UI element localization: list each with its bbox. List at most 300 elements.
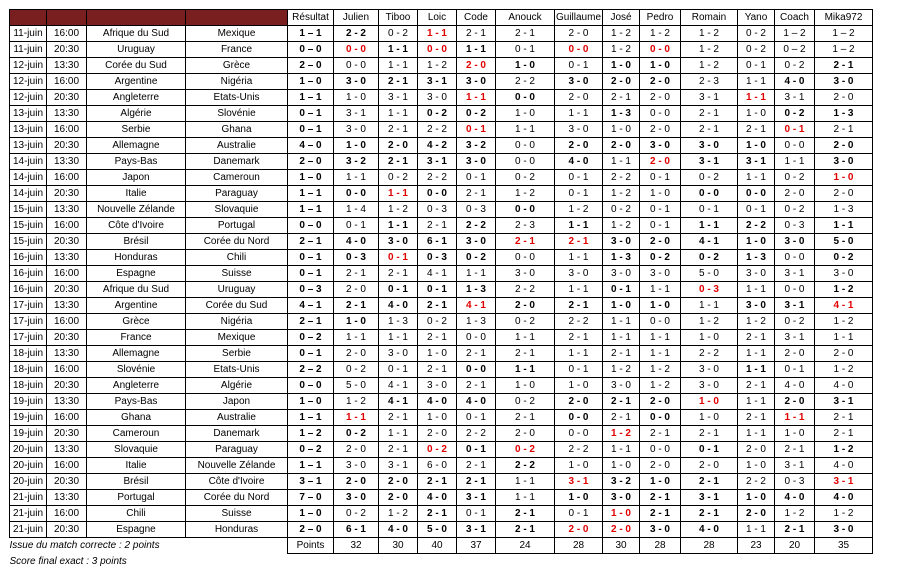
prediction-cell: 1 - 0 <box>640 298 681 314</box>
prediction-cell: 1 - 1 <box>603 154 640 170</box>
header-time-cell <box>47 10 87 26</box>
prediction-cell: 4 - 0 <box>418 490 457 506</box>
prediction-cell: 3 - 1 <box>775 330 815 346</box>
header-player-name: Tiboo <box>379 10 418 26</box>
home-team: Chili <box>87 506 186 522</box>
prediction-cell: 3 - 0 <box>457 74 496 90</box>
prediction-cell: 2 - 0 <box>775 186 815 202</box>
prediction-cell: 1 - 1 <box>334 410 379 426</box>
prediction-cell: 0 - 1 <box>640 218 681 234</box>
prediction-cell: 3 - 1 <box>775 90 815 106</box>
prediction-cell: 0 - 0 <box>775 282 815 298</box>
prediction-cell: 0 - 1 <box>775 122 815 138</box>
prediction-cell: 0 - 1 <box>379 282 418 298</box>
prediction-cell: 2 - 0 <box>738 506 775 522</box>
prediction-cell: 1 - 3 <box>457 314 496 330</box>
match-result: 0 – 2 <box>288 442 334 458</box>
prediction-cell: 1 - 2 <box>379 506 418 522</box>
prediction-cell: 0 - 2 <box>640 250 681 266</box>
prediction-cell: 1 - 0 <box>334 138 379 154</box>
prediction-cell: 3 - 1 <box>815 474 873 490</box>
prediction-cell: 4 - 0 <box>555 154 603 170</box>
prediction-cell: 0 - 1 <box>640 202 681 218</box>
match-row <box>10 74 873 90</box>
prediction-cell: 2 - 0 <box>555 522 603 538</box>
match-time: 16:00 <box>47 122 87 138</box>
prediction-cell: 4 - 0 <box>815 378 873 394</box>
match-row <box>10 42 873 58</box>
home-team: Italie <box>87 186 186 202</box>
prediction-cell: 2 - 1 <box>334 298 379 314</box>
prediction-cell: 3 - 0 <box>815 74 873 90</box>
prediction-cell: 1 - 2 <box>815 314 873 330</box>
prediction-cell: 1 - 1 <box>555 218 603 234</box>
prediction-cell: 1 - 1 <box>496 330 555 346</box>
match-result: 1 – 1 <box>288 90 334 106</box>
header-player-name: José <box>603 10 640 26</box>
match-time: 20:30 <box>47 90 87 106</box>
away-team: Paraguay <box>186 186 288 202</box>
prediction-cell: 0 - 2 <box>738 42 775 58</box>
prediction-cell: 0 - 0 <box>496 154 555 170</box>
prediction-cell: 0 - 3 <box>457 202 496 218</box>
prediction-cell: 1 - 1 <box>555 346 603 362</box>
prediction-cell: 1 - 1 <box>738 362 775 378</box>
away-team: Serbie <box>186 346 288 362</box>
prediction-cell: 1 - 2 <box>681 58 738 74</box>
prediction-cell: 0 - 0 <box>640 106 681 122</box>
match-date: 20-juin <box>10 458 47 474</box>
prediction-cell: 3 - 1 <box>775 298 815 314</box>
prediction-cell: 3 - 0 <box>334 490 379 506</box>
prediction-cell: 2 - 0 <box>815 138 873 154</box>
prediction-cell: 2 - 2 <box>555 442 603 458</box>
prediction-cell: 1 - 1 <box>496 490 555 506</box>
prediction-cell: 2 - 0 <box>496 426 555 442</box>
prediction-cell: 3 - 0 <box>418 378 457 394</box>
prediction-cell: 3 - 0 <box>457 234 496 250</box>
prediction-cell: 2 - 1 <box>738 330 775 346</box>
prediction-cell: 1 - 0 <box>738 106 775 122</box>
prediction-cell: 2 - 1 <box>418 506 457 522</box>
match-result: 1 – 0 <box>288 74 334 90</box>
prediction-cell: 4 - 0 <box>418 394 457 410</box>
prediction-cell: 0 - 2 <box>815 250 873 266</box>
match-row <box>10 138 873 154</box>
player-points: 28 <box>640 538 681 554</box>
home-team: Argentine <box>87 298 186 314</box>
prediction-cell: 3 - 0 <box>815 154 873 170</box>
away-team: Nigéria <box>186 314 288 330</box>
match-date: 16-juin <box>10 266 47 282</box>
prediction-cell: 1 - 2 <box>775 506 815 522</box>
prediction-cell: 0 - 3 <box>775 474 815 490</box>
match-time: 20:30 <box>47 378 87 394</box>
header-player-name: Mika972 <box>815 10 873 26</box>
away-team: Slovaquie <box>186 202 288 218</box>
prediction-cell: 4 - 1 <box>379 394 418 410</box>
prediction-cell: 2 - 1 <box>496 346 555 362</box>
prediction-cell: 2 - 2 <box>418 122 457 138</box>
match-row <box>10 26 873 42</box>
match-date: 16-juin <box>10 250 47 266</box>
match-time: 13:30 <box>47 442 87 458</box>
points-label: Points <box>288 538 334 554</box>
match-time: 20:30 <box>47 522 87 538</box>
prediction-cell: 1 - 1 <box>496 474 555 490</box>
match-row <box>10 218 873 234</box>
prediction-cell: 0 - 0 <box>555 42 603 58</box>
header-player-name: Yano <box>738 10 775 26</box>
prediction-cell: 2 - 2 <box>603 170 640 186</box>
prediction-cell: 3 - 0 <box>603 490 640 506</box>
prediction-cell: 1 - 0 <box>640 186 681 202</box>
prediction-cell: 2 - 2 <box>418 170 457 186</box>
prediction-cell: 1 - 1 <box>334 170 379 186</box>
prediction-cell: 1 - 3 <box>815 202 873 218</box>
home-team: Argentine <box>87 74 186 90</box>
prediction-cell: 1 - 2 <box>815 442 873 458</box>
prediction-cell: 0 - 1 <box>457 170 496 186</box>
prediction-cell: 2 - 1 <box>775 522 815 538</box>
prediction-cell: 2 - 1 <box>681 506 738 522</box>
prediction-cell: 3 - 2 <box>334 154 379 170</box>
prediction-cell: 4 - 0 <box>775 378 815 394</box>
prediction-cell: 3 - 0 <box>815 266 873 282</box>
legend-line-1: Issue du match correcte : 2 points <box>9 540 160 552</box>
prediction-cell: 3 - 1 <box>681 490 738 506</box>
prediction-cell: 3 - 0 <box>738 298 775 314</box>
player-points: 28 <box>681 538 738 554</box>
home-team: Japon <box>87 170 186 186</box>
prediction-cell: 1 - 1 <box>775 154 815 170</box>
prediction-cell: 1 - 2 <box>496 186 555 202</box>
match-row <box>10 426 873 442</box>
prediction-cell: 3 - 1 <box>418 154 457 170</box>
prediction-cell: 2 - 1 <box>379 74 418 90</box>
match-date: 11-juin <box>10 42 47 58</box>
player-points: 32 <box>334 538 379 554</box>
prediction-cell: 1 - 0 <box>603 298 640 314</box>
prediction-cell: 2 - 0 <box>603 138 640 154</box>
prediction-cell: 4 - 0 <box>815 490 873 506</box>
prediction-cell: 2 - 1 <box>418 474 457 490</box>
prediction-cell: 0 - 0 <box>334 58 379 74</box>
match-time: 13:30 <box>47 106 87 122</box>
prediction-cell: 3 - 0 <box>379 346 418 362</box>
prediction-cell: 0 - 0 <box>775 138 815 154</box>
prediction-cell: 1 – 2 <box>815 42 873 58</box>
match-time: 20:30 <box>47 426 87 442</box>
home-team: Espagne <box>87 266 186 282</box>
prediction-cell: 2 - 1 <box>640 506 681 522</box>
match-time: 13:30 <box>47 250 87 266</box>
prediction-cell: 0 - 0 <box>334 42 379 58</box>
prediction-cell: 3 - 0 <box>496 266 555 282</box>
prediction-cell: 5 - 0 <box>418 522 457 538</box>
prediction-cell: 2 - 1 <box>603 90 640 106</box>
match-result: 1 – 2 <box>288 426 334 442</box>
match-result: 1 – 1 <box>288 186 334 202</box>
home-team: Brésil <box>87 474 186 490</box>
home-team: Angleterre <box>87 90 186 106</box>
prediction-cell: 0 - 1 <box>555 362 603 378</box>
match-result: 4 – 0 <box>288 138 334 154</box>
prediction-cell: 3 - 0 <box>418 90 457 106</box>
prediction-cell: 1 - 2 <box>815 282 873 298</box>
prediction-cell: 1 - 1 <box>738 170 775 186</box>
prediction-cell: 0 - 1 <box>457 122 496 138</box>
match-result: 0 – 0 <box>288 378 334 394</box>
prediction-cell: 1 - 1 <box>640 346 681 362</box>
match-result: 0 – 0 <box>288 42 334 58</box>
prediction-cell: 0 - 2 <box>334 506 379 522</box>
match-time: 13:30 <box>47 298 87 314</box>
home-team: Ghana <box>87 410 186 426</box>
prediction-cell: 6 - 0 <box>418 458 457 474</box>
away-team: Mexique <box>186 26 288 42</box>
prediction-cell: 4 - 2 <box>418 138 457 154</box>
prediction-cell: 2 - 0 <box>379 474 418 490</box>
prediction-cell: 0 - 1 <box>457 506 496 522</box>
prediction-cell: 0 - 0 <box>418 186 457 202</box>
prediction-cell: 1 - 0 <box>681 394 738 410</box>
prediction-cell: 1 - 1 <box>334 330 379 346</box>
match-time: 13:30 <box>47 490 87 506</box>
match-date: 13-juin <box>10 138 47 154</box>
match-result: 1 – 1 <box>288 202 334 218</box>
prediction-cell: 2 - 2 <box>334 26 379 42</box>
prediction-cell: 2 - 1 <box>555 298 603 314</box>
match-date: 17-juin <box>10 314 47 330</box>
match-date: 17-juin <box>10 330 47 346</box>
match-row <box>10 266 873 282</box>
prediction-cell: 4 - 1 <box>681 234 738 250</box>
away-team: Australie <box>186 138 288 154</box>
match-result: 3 – 1 <box>288 474 334 490</box>
prediction-cell: 1 – 2 <box>775 26 815 42</box>
prediction-cell: 1 - 1 <box>738 346 775 362</box>
prediction-cell: 1 - 1 <box>555 250 603 266</box>
prediction-cell: 1 - 0 <box>775 426 815 442</box>
match-row <box>10 474 873 490</box>
prediction-cell: 1 - 2 <box>681 26 738 42</box>
prediction-cell: 1 - 0 <box>496 378 555 394</box>
prediction-cell: 0 - 2 <box>418 106 457 122</box>
prediction-table <box>9 9 873 569</box>
prediction-cell: 1 - 0 <box>418 410 457 426</box>
match-date: 20-juin <box>10 442 47 458</box>
match-row <box>10 394 873 410</box>
match-date: 11-juin <box>10 26 47 42</box>
prediction-cell: 2 - 1 <box>738 122 775 138</box>
prediction-cell: 1 - 1 <box>603 314 640 330</box>
prediction-cell: 2 - 0 <box>815 346 873 362</box>
prediction-cell: 2 - 2 <box>496 74 555 90</box>
match-result: 7 – 0 <box>288 490 334 506</box>
player-points: 35 <box>815 538 873 554</box>
header-result: Résultat <box>288 10 334 26</box>
match-row <box>10 506 873 522</box>
prediction-cell: 1 - 2 <box>815 362 873 378</box>
prediction-cell: 2 - 0 <box>640 458 681 474</box>
prediction-cell: 1 - 1 <box>681 218 738 234</box>
prediction-cell: 2 - 3 <box>496 218 555 234</box>
away-team: Slovénie <box>186 106 288 122</box>
match-row <box>10 170 873 186</box>
match-row <box>10 522 873 538</box>
home-team: Allemagne <box>87 346 186 362</box>
match-date: 14-juin <box>10 170 47 186</box>
prediction-cell: 3 - 1 <box>418 74 457 90</box>
header-date-cell <box>10 10 47 26</box>
prediction-cell: 3 - 0 <box>603 378 640 394</box>
prediction-cell: 2 - 1 <box>379 154 418 170</box>
away-team: Corée du Nord <box>186 234 288 250</box>
prediction-cell: 0 - 3 <box>681 282 738 298</box>
match-row <box>10 202 873 218</box>
prediction-cell: 0 - 1 <box>738 58 775 74</box>
prediction-cell: 6 - 1 <box>334 522 379 538</box>
prediction-cell: 4 - 0 <box>379 298 418 314</box>
prediction-cell: 1 - 1 <box>640 282 681 298</box>
prediction-cell: 2 - 1 <box>681 122 738 138</box>
match-row <box>10 458 873 474</box>
match-time: 13:30 <box>47 154 87 170</box>
prediction-cell: 3 - 1 <box>681 154 738 170</box>
away-team: Corée du Sud <box>186 298 288 314</box>
prediction-cell: 0 - 1 <box>555 506 603 522</box>
match-date: 18-juin <box>10 362 47 378</box>
prediction-cell: 0 - 0 <box>738 186 775 202</box>
prediction-cell: 2 - 0 <box>334 442 379 458</box>
prediction-cell: 3 - 0 <box>775 234 815 250</box>
prediction-cell: 2 - 1 <box>640 426 681 442</box>
prediction-cell: 2 - 1 <box>418 218 457 234</box>
prediction-cell: 0 - 2 <box>379 170 418 186</box>
prediction-cell: 0 - 2 <box>603 202 640 218</box>
prediction-cell: 2 - 1 <box>379 410 418 426</box>
prediction-cell: 0 - 0 <box>496 90 555 106</box>
match-row <box>10 250 873 266</box>
match-date: 19-juin <box>10 426 47 442</box>
prediction-cell: 0 - 0 <box>457 330 496 346</box>
prediction-cell: 1 - 0 <box>681 410 738 426</box>
prediction-cell: 2 - 0 <box>334 346 379 362</box>
match-result: 2 – 2 <box>288 362 334 378</box>
prediction-cell: 1 - 2 <box>379 202 418 218</box>
prediction-cell: 1 - 2 <box>640 378 681 394</box>
prediction-cell: 0 - 2 <box>418 442 457 458</box>
header-player-name: Loic <box>418 10 457 26</box>
prediction-cell: 2 - 0 <box>555 26 603 42</box>
prediction-cell: 0 - 1 <box>379 362 418 378</box>
prediction-cell: 0 - 2 <box>775 170 815 186</box>
prediction-cell: 0 - 0 <box>496 138 555 154</box>
prediction-cell: 2 - 2 <box>738 474 775 490</box>
prediction-cell: 1 - 2 <box>681 314 738 330</box>
away-team: Danemark <box>186 154 288 170</box>
prediction-cell: 0 - 0 <box>555 410 603 426</box>
home-team: Corée du Sud <box>87 58 186 74</box>
prediction-cell: 0 - 2 <box>775 314 815 330</box>
match-row <box>10 490 873 506</box>
prediction-cell: 3 - 1 <box>775 458 815 474</box>
home-team: Serbie <box>87 122 186 138</box>
prediction-cell: 4 - 0 <box>457 394 496 410</box>
prediction-cell: 0 - 3 <box>418 202 457 218</box>
prediction-cell: 2 - 0 <box>681 458 738 474</box>
prediction-cell: 0 - 2 <box>775 106 815 122</box>
legend-row <box>10 554 873 570</box>
prediction-cell: 1 - 1 <box>555 282 603 298</box>
prediction-cell: 0 - 2 <box>457 250 496 266</box>
prediction-cell: 3 - 0 <box>603 234 640 250</box>
away-team: Paraguay <box>186 442 288 458</box>
home-team: Slovaquie <box>87 442 186 458</box>
prediction-cell: 0 - 0 <box>457 362 496 378</box>
match-time: 13:30 <box>47 202 87 218</box>
match-time: 16:00 <box>47 266 87 282</box>
match-result: 2 – 0 <box>288 154 334 170</box>
home-team: Portugal <box>87 490 186 506</box>
prediction-cell: 1 - 0 <box>640 58 681 74</box>
prediction-cell: 2 - 1 <box>496 522 555 538</box>
prediction-cell: 3 - 2 <box>457 138 496 154</box>
match-result: 0 – 1 <box>288 266 334 282</box>
prediction-cell: 2 - 1 <box>555 234 603 250</box>
prediction-cell: 1 - 0 <box>738 490 775 506</box>
prediction-cell: 2 - 1 <box>603 410 640 426</box>
match-row <box>10 378 873 394</box>
legend-filler <box>288 554 873 570</box>
prediction-cell: 0 - 1 <box>738 202 775 218</box>
away-team: Uruguay <box>186 282 288 298</box>
match-row <box>10 362 873 378</box>
header-home-cell <box>87 10 186 26</box>
prediction-cell: 3 - 1 <box>775 266 815 282</box>
match-result: 0 – 1 <box>288 346 334 362</box>
away-team: Ghana <box>186 122 288 138</box>
prediction-cell: 0 - 2 <box>775 202 815 218</box>
away-team: Suisse <box>186 506 288 522</box>
prediction-cell: 2 - 0 <box>775 346 815 362</box>
prediction-cell: 0 - 1 <box>681 442 738 458</box>
prediction-cell: 1 - 1 <box>738 74 775 90</box>
prediction-cell: 1 - 0 <box>815 170 873 186</box>
prediction-cell: 1 - 4 <box>334 202 379 218</box>
prediction-cell: 1 - 1 <box>640 330 681 346</box>
prediction-cell: 2 - 1 <box>815 426 873 442</box>
prediction-cell: 6 - 1 <box>418 234 457 250</box>
match-row <box>10 298 873 314</box>
prediction-cell: 1 - 1 <box>603 330 640 346</box>
away-team: Australie <box>186 410 288 426</box>
match-time: 16:00 <box>47 74 87 90</box>
prediction-cell: 0 - 0 <box>640 314 681 330</box>
prediction-cell: 3 - 0 <box>738 266 775 282</box>
header-away-cell <box>186 10 288 26</box>
prediction-cell: 2 - 0 <box>640 122 681 138</box>
header-player-name: Julien <box>334 10 379 26</box>
prediction-cell: 1 - 0 <box>603 122 640 138</box>
prediction-cell: 4 - 1 <box>815 298 873 314</box>
match-row <box>10 234 873 250</box>
prediction-cell: 1 - 1 <box>738 394 775 410</box>
match-result: 2 – 0 <box>288 58 334 74</box>
player-points: 40 <box>418 538 457 554</box>
prediction-cell: 5 - 0 <box>681 266 738 282</box>
